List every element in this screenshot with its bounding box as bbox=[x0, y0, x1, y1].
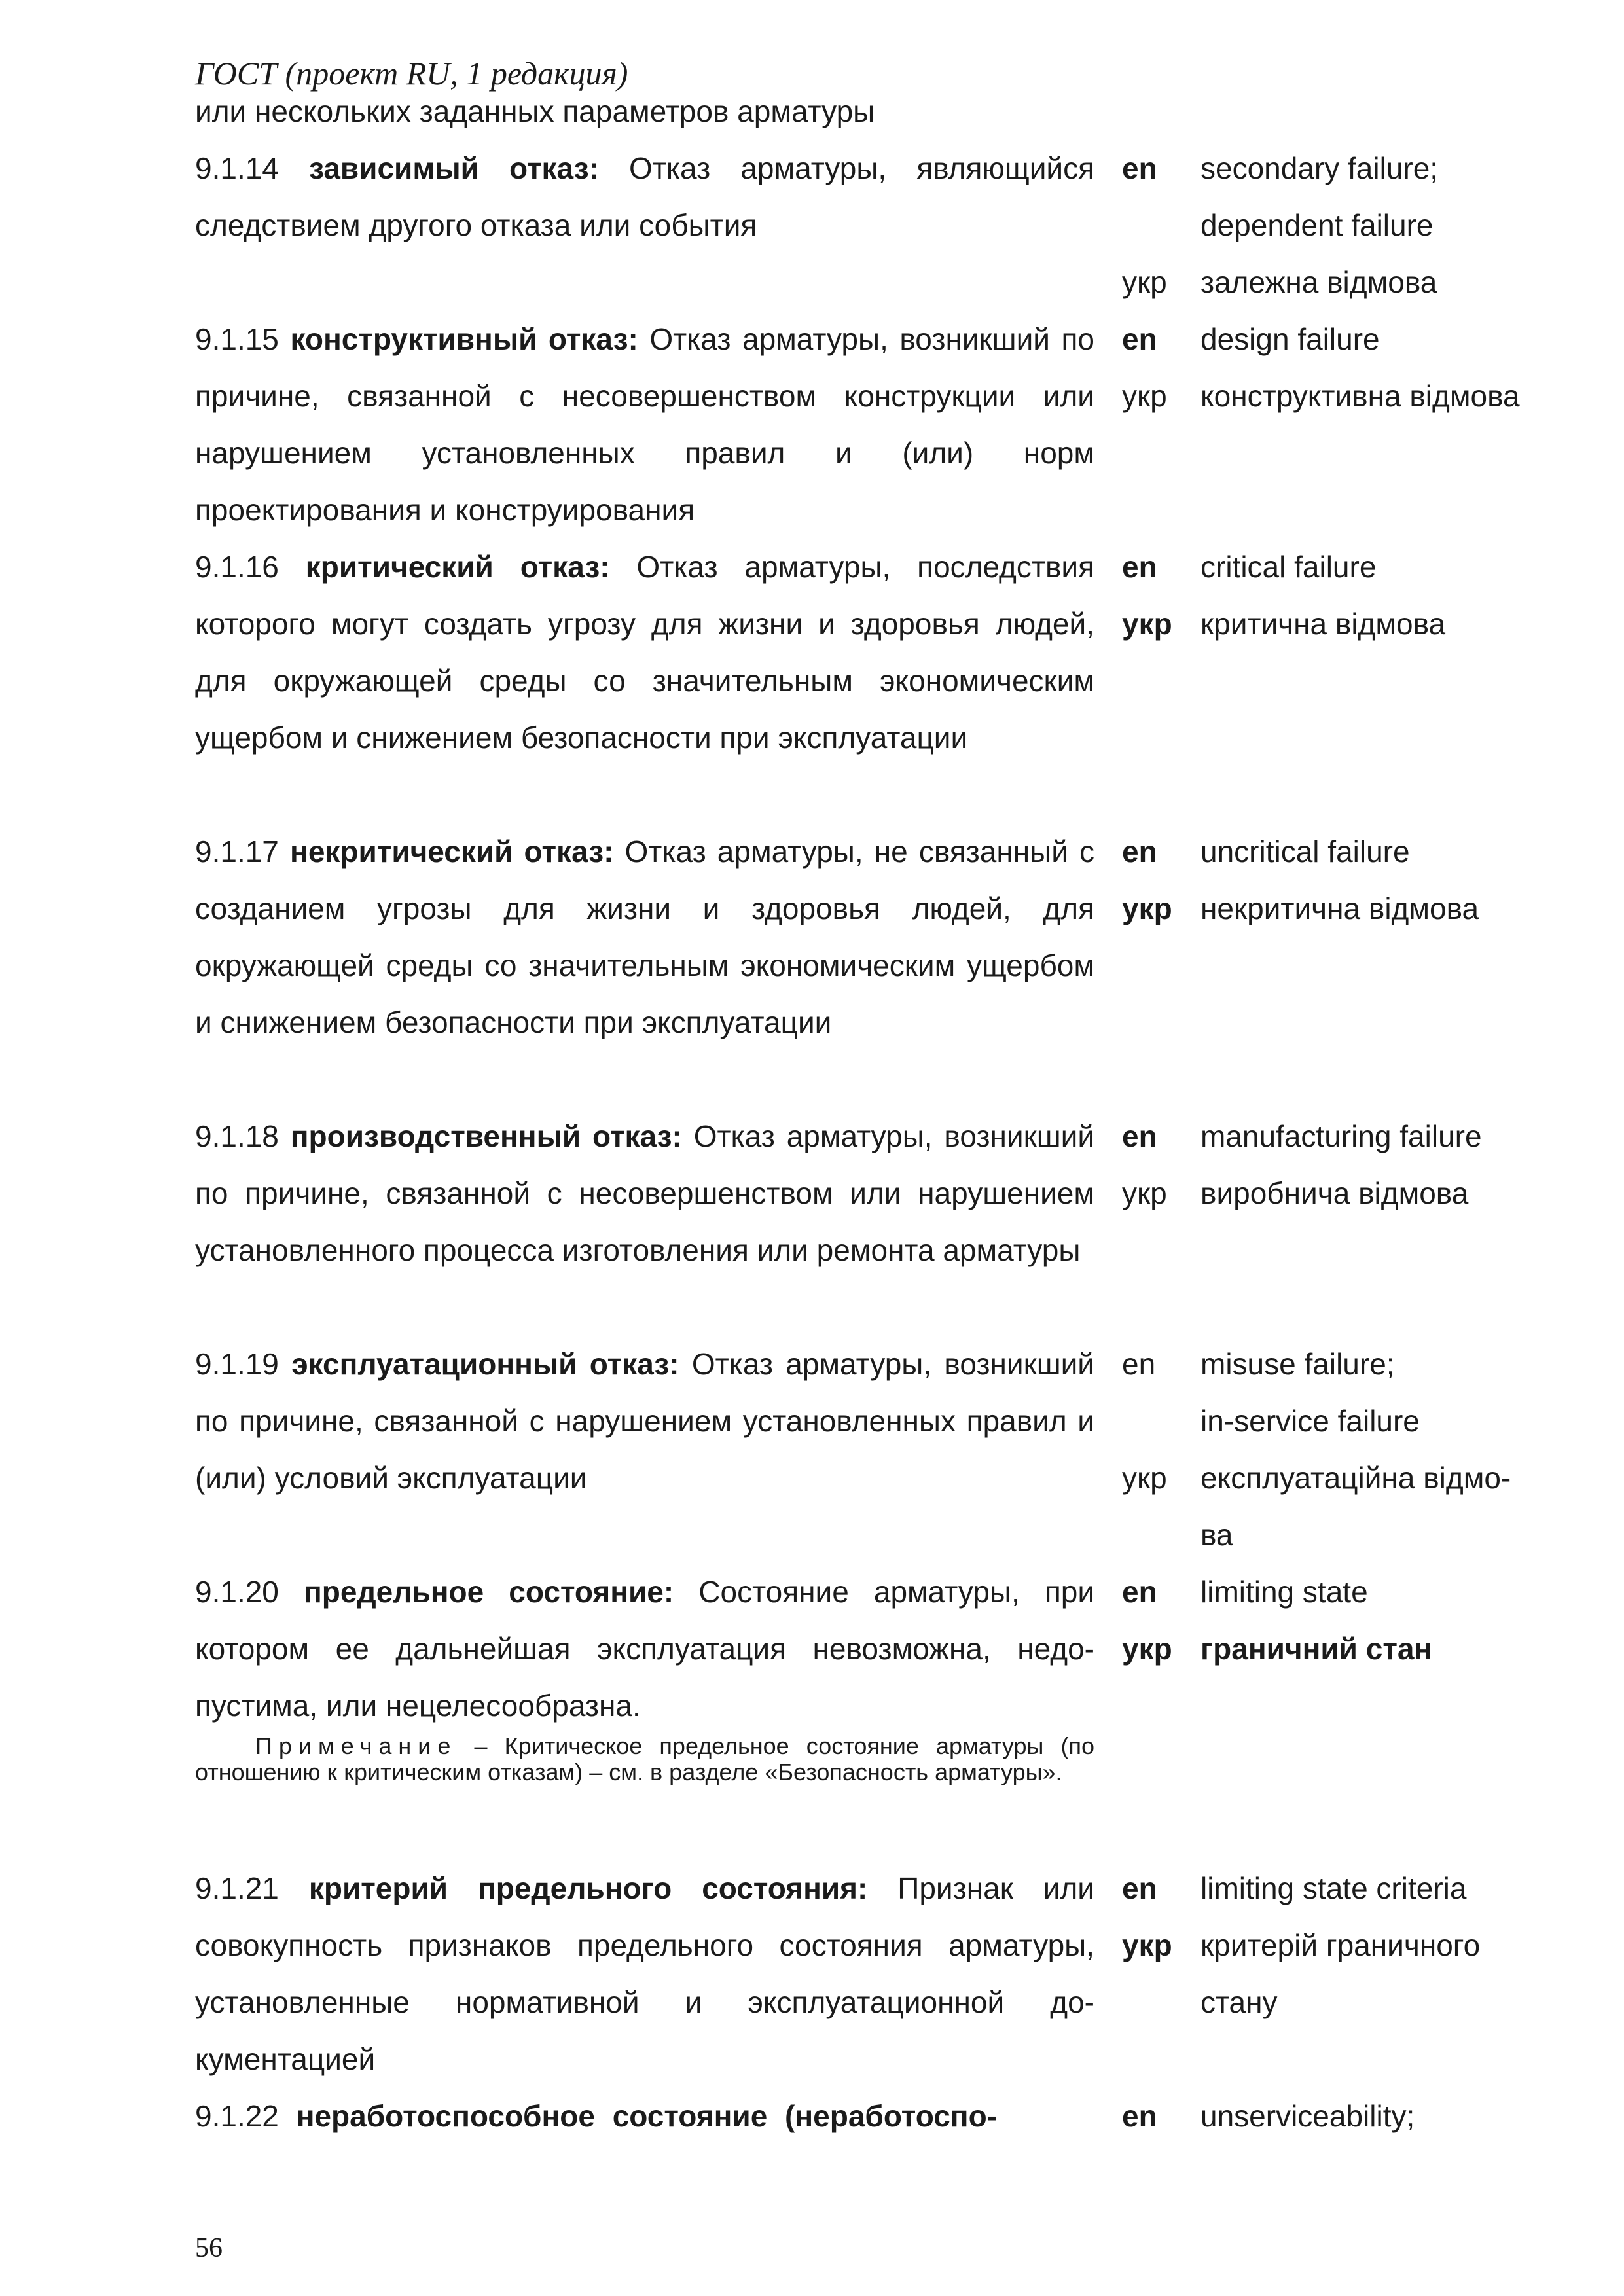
entry-number: 9.1.21 bbox=[195, 1871, 279, 1905]
entry-definition bbox=[195, 140, 1094, 254]
entry-text: Отказ арматуры, возникший по причине, связанной с нарушением установленных правил и (или) условий эксплуатации bbox=[195, 1347, 1094, 1495]
english-term-alt: dependent failure bbox=[1200, 208, 1434, 242]
entry-definition bbox=[195, 1108, 1094, 1279]
ukrainian-term: критерій граничного bbox=[1200, 1928, 1481, 1962]
entry-definition bbox=[195, 1860, 1094, 2088]
ukrainian-term: експлуатаційна відмо- bbox=[1200, 1461, 1511, 1495]
lang-code-en: en bbox=[1122, 1871, 1157, 1905]
lang-code-en: en bbox=[1122, 151, 1157, 185]
entry-number: 9.1.20 bbox=[195, 1575, 279, 1609]
lang-code-en: en bbox=[1122, 1347, 1156, 1381]
lang-code-uk: укр bbox=[1122, 1176, 1167, 1210]
entry-term: конструктивный отказ: bbox=[290, 322, 638, 356]
entry-term: критерий предельного состояния: bbox=[308, 1871, 868, 1905]
entry-note bbox=[195, 1733, 1094, 1785]
entry-definition bbox=[195, 823, 1094, 1051]
ukrainian-term: критична відмова bbox=[1200, 607, 1446, 641]
lang-code-en: en bbox=[1122, 322, 1157, 356]
entry-term: критический отказ: bbox=[305, 550, 610, 584]
english-term-alt: in-service failure bbox=[1200, 1404, 1420, 1438]
lang-code-uk: укр bbox=[1122, 265, 1167, 299]
entry-number: 9.1.14 bbox=[195, 151, 279, 185]
entry-term: неработоспособное состояние (неработоспо- bbox=[296, 2099, 997, 2133]
ukrainian-term: конструктивна відмова bbox=[1200, 379, 1520, 413]
entry-number: 9.1.19 bbox=[195, 1347, 279, 1381]
ukrainian-term-cont: ва bbox=[1200, 1518, 1233, 1552]
document-header: ГОСТ (проект RU, 1 редакция) bbox=[195, 55, 628, 92]
ukrainian-term-cont: стану bbox=[1200, 1985, 1278, 2019]
lang-code-en: en bbox=[1122, 834, 1157, 869]
english-term: secondary failure; bbox=[1200, 151, 1439, 185]
entry-term: производственный отказ: bbox=[290, 1119, 682, 1153]
entry-number: 9.1.18 bbox=[195, 1119, 279, 1153]
lang-code-en: en bbox=[1122, 1119, 1157, 1153]
lang-code-en: en bbox=[1122, 550, 1157, 584]
entry-text: Состояние арматуры, при котором ее дальнейшая эксплуатация невозможна, недопустима, или нецелесообразна. bbox=[195, 1575, 1095, 1723]
ukrainian-term: залежна відмова bbox=[1200, 265, 1437, 299]
lang-code-uk: укр bbox=[1122, 1461, 1167, 1495]
entry-definition bbox=[195, 311, 1094, 539]
entry-definition bbox=[195, 2088, 1094, 2145]
english-term: limiting state bbox=[1200, 1575, 1368, 1609]
english-term: unserviceability; bbox=[1200, 2099, 1415, 2133]
entry-term: эксплуатационный отказ: bbox=[291, 1347, 679, 1381]
lang-code-en: en bbox=[1122, 1575, 1157, 1609]
ukrainian-term: некритична відмова bbox=[1200, 891, 1479, 925]
lang-code-uk: укр bbox=[1122, 891, 1172, 925]
entry-term: некритический отказ: bbox=[290, 834, 614, 869]
english-term: design failure bbox=[1200, 322, 1380, 356]
entry-term: зависимый отказ: bbox=[309, 151, 599, 185]
entry-number: 9.1.16 bbox=[195, 550, 279, 584]
english-term: critical failure bbox=[1200, 550, 1377, 584]
entry-text: Отказ арматуры, последствия которого могут создать угрозу для жизни и здоровья людей, для окружающей среды со значительным экономическим ущербом и снижением безопасности при эксплуатации bbox=[195, 550, 1095, 755]
lang-code-uk: укр bbox=[1122, 607, 1172, 641]
english-term: limiting state criteria bbox=[1200, 1871, 1467, 1905]
entry-term: предельное состояние: bbox=[304, 1575, 674, 1609]
entry-number: 9.1.17 bbox=[195, 834, 279, 869]
entry-text: Отказ арматуры, возникший по причине, связанной с несовершенством или нарушением установленного процесса изготовления или ремонта арматуры bbox=[195, 1119, 1095, 1267]
entry-definition bbox=[195, 1564, 1094, 1734]
english-term: uncritical failure bbox=[1200, 834, 1410, 869]
ukrainian-term: виробнича відмова bbox=[1200, 1176, 1469, 1210]
entry-number: 9.1.22 bbox=[195, 2099, 279, 2133]
entry-text: Отказ арматуры, не связанный с созданием угрозы для жизни и здоровья людей, для окружающей среды со значительным экономическим ущербом и снижением безопасности при эксплуатации bbox=[195, 834, 1095, 1039]
english-term: manufacturing failure bbox=[1200, 1119, 1482, 1153]
page-number: 56 bbox=[195, 2233, 223, 2263]
entry-definition bbox=[195, 1336, 1094, 1507]
entry-text: Отказ арматуры, возникший по причине, связанной с несовершенством конструкции или нарушением установленных правил и (или) норм проектирования и конструирования bbox=[195, 322, 1095, 527]
note-text: – Критическое предельное состояние арматуры (по отношению к критическим отказам) – см. в разделе «Безопасность арматуры». bbox=[195, 1732, 1094, 1785]
lang-code-en: en bbox=[1122, 2099, 1157, 2133]
entry-text: Отказ арматуры, являющийся следствием другого отказа или события bbox=[195, 151, 1095, 242]
lang-code-uk: укр bbox=[1122, 1632, 1172, 1666]
ukrainian-term: граничний стан bbox=[1200, 1632, 1433, 1666]
lang-code-uk: укр bbox=[1122, 1928, 1172, 1962]
lang-code-uk: укр bbox=[1122, 379, 1167, 413]
entry-definition bbox=[195, 539, 1094, 766]
continued-text: или нескольких заданных параметров арматуры bbox=[195, 94, 875, 128]
note-label: Примечание bbox=[255, 1732, 458, 1759]
english-term: misuse failure; bbox=[1200, 1347, 1395, 1381]
entry-text: Признак или совокупность признаков предельного состояния арматуры, установленные нормативной и эксплуатационной документацией bbox=[195, 1871, 1094, 2076]
entry-number: 9.1.15 bbox=[195, 322, 279, 356]
